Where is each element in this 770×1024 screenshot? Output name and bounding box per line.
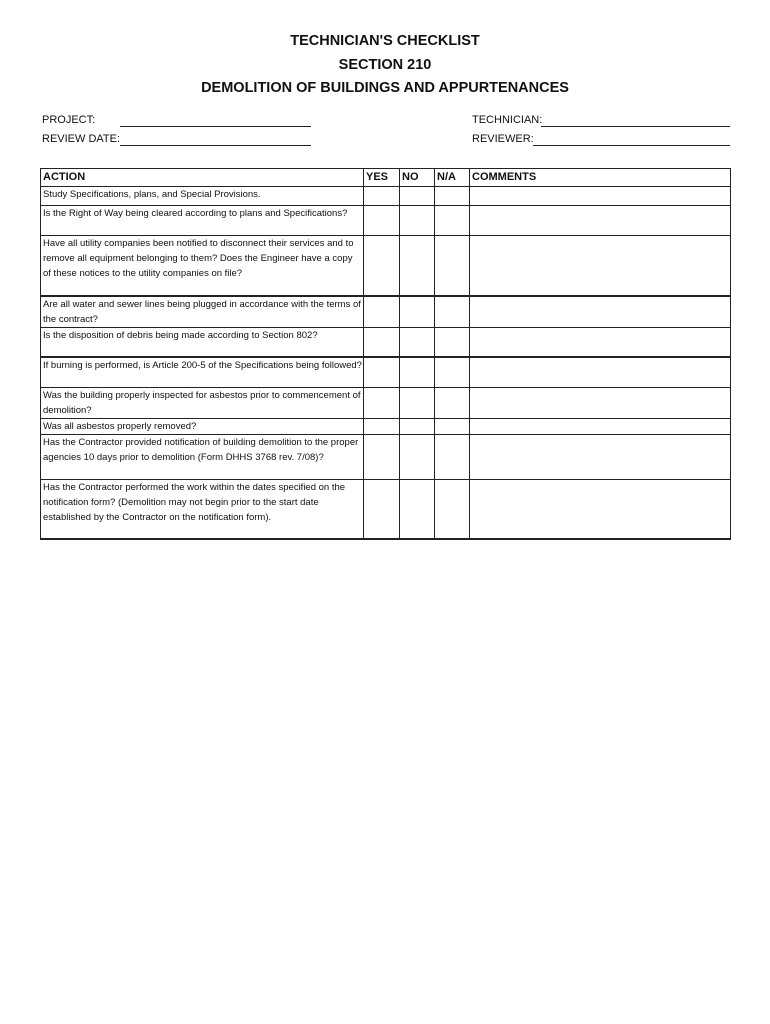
comments-cell[interactable] (470, 187, 731, 206)
column-header-comments: COMMENTS (470, 169, 731, 187)
table-row (41, 296, 731, 328)
table-row (41, 327, 731, 357)
table-row (41, 434, 731, 479)
table-row (41, 357, 731, 387)
title-line-3: DEMOLITION OF BUILDINGS AND APPURTENANCES (201, 80, 569, 96)
comments-cell[interactable] (470, 206, 731, 236)
na-cell[interactable] (435, 296, 470, 328)
no-cell[interactable] (400, 418, 435, 434)
na-cell[interactable] (435, 327, 470, 357)
comments-cell[interactable] (470, 236, 731, 296)
table-row (41, 206, 731, 236)
no-cell[interactable] (400, 236, 435, 296)
technician-label: TECHNICIAN: (472, 114, 543, 126)
action-cell: Study Specifications, plans, and Special Provisions. (41, 187, 364, 206)
reviewer-label: REVIEWER: (472, 133, 534, 145)
na-cell[interactable] (435, 479, 470, 539)
column-header-na: N/A (435, 169, 470, 187)
na-cell[interactable] (435, 206, 470, 236)
project-field[interactable] (120, 126, 311, 127)
action-cell: Was the building properly inspected for asbestos prior to commencement of demolition? (41, 387, 364, 418)
action-cell: Has the Contractor provided notification of building demolition to the proper agencies 10 days prior to demolition (Form DHHS 3768 rev. 7/08)? (41, 434, 364, 479)
table-row (41, 418, 731, 434)
action-cell: If burning is performed, is Article 200-5 of the Specifications being followed? (41, 357, 364, 387)
na-cell[interactable] (435, 236, 470, 296)
comments-cell[interactable] (470, 434, 731, 479)
yes-cell[interactable] (364, 479, 400, 539)
comments-cell[interactable] (470, 296, 731, 328)
table-header-row (41, 169, 731, 187)
na-cell[interactable] (435, 387, 470, 418)
no-cell[interactable] (400, 387, 435, 418)
comments-cell[interactable] (470, 418, 731, 434)
yes-cell[interactable] (364, 418, 400, 434)
no-cell[interactable] (400, 187, 435, 206)
column-header-action: ACTION (41, 169, 364, 187)
title-line-2: SECTION 210 (338, 56, 432, 73)
comments-cell[interactable] (470, 327, 731, 357)
review-date-label: REVIEW DATE: (42, 133, 121, 145)
no-cell[interactable] (400, 434, 435, 479)
table-row (41, 387, 731, 418)
comments-cell[interactable] (470, 357, 731, 387)
column-header-yes: YES (364, 169, 400, 187)
yes-cell[interactable] (364, 327, 400, 357)
no-cell[interactable] (400, 206, 435, 236)
action-cell: Is the Right of Way being cleared according to plans and Specifications? (41, 206, 364, 236)
yes-cell[interactable] (364, 434, 400, 479)
action-cell: Is the disposition of debris being made according to Section 802? (41, 327, 364, 357)
title-line-1: TECHNICIAN'S CHECKLIST (290, 33, 480, 49)
review-date-field[interactable] (120, 145, 311, 146)
technician-field[interactable] (541, 126, 730, 127)
no-cell[interactable] (400, 357, 435, 387)
checklist-table (40, 168, 731, 540)
na-cell[interactable] (435, 434, 470, 479)
table-row (41, 479, 731, 539)
column-header-no: NO (400, 169, 435, 187)
project-label: PROJECT: (42, 114, 96, 126)
action-cell: Have all utility companies been notified to disconnect their services and to remove all equipment belonging to them? Does the Engineer have a copy of these notices to the utility companies on file? (41, 236, 364, 296)
action-cell: Are all water and sewer lines being plugged in accordance with the terms of the contract? (41, 296, 364, 328)
na-cell[interactable] (435, 187, 470, 206)
document-title (0, 30, 770, 101)
table-row (41, 187, 731, 206)
na-cell[interactable] (435, 357, 470, 387)
na-cell[interactable] (435, 418, 470, 434)
action-cell: Has the Contractor performed the work within the dates specified on the notification form? (Demolition may not begin prior to the start date established by the Contractor on the notification form). (41, 479, 364, 539)
no-cell[interactable] (400, 479, 435, 539)
yes-cell[interactable] (364, 387, 400, 418)
no-cell[interactable] (400, 327, 435, 357)
no-cell[interactable] (400, 296, 435, 328)
action-cell: Was all asbestos properly removed? (41, 418, 364, 434)
yes-cell[interactable] (364, 206, 400, 236)
table-row (41, 236, 731, 296)
yes-cell[interactable] (364, 357, 400, 387)
yes-cell[interactable] (364, 236, 400, 296)
reviewer-field[interactable] (533, 145, 730, 146)
yes-cell[interactable] (364, 296, 400, 328)
comments-cell[interactable] (470, 479, 731, 539)
yes-cell[interactable] (364, 187, 400, 206)
comments-cell[interactable] (470, 387, 731, 418)
